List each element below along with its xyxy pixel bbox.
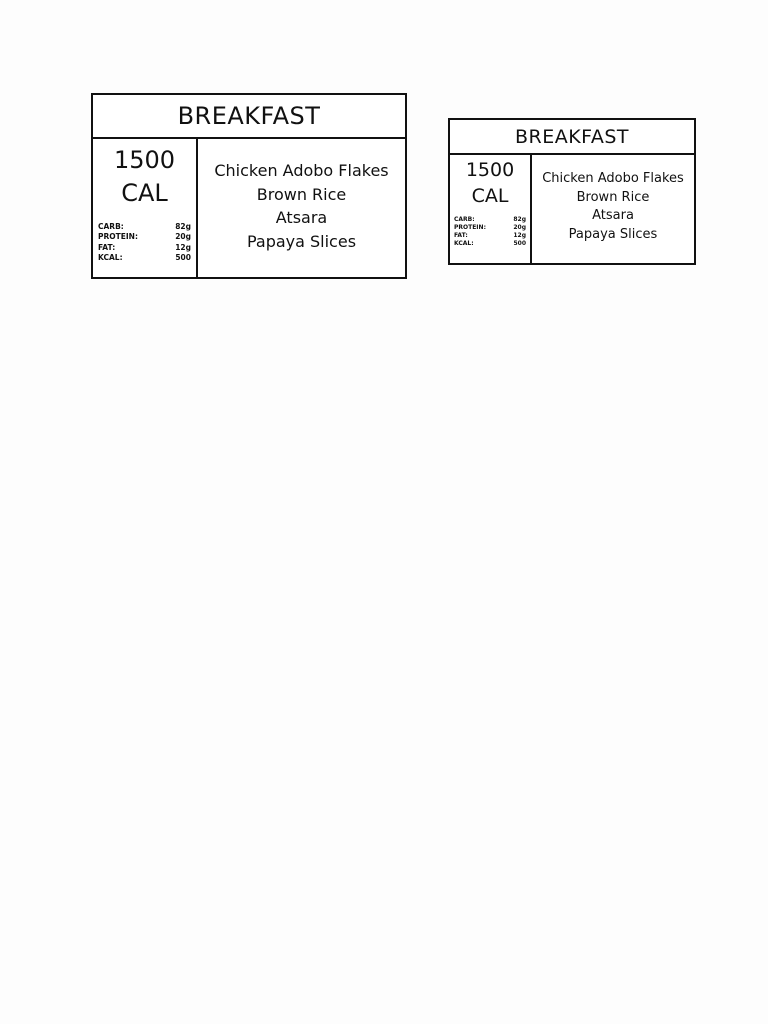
macro-label: PROTEIN: (98, 232, 138, 242)
macros-list (454, 216, 526, 249)
meal-title: BREAKFAST (93, 95, 405, 139)
nutrition-panel (450, 155, 532, 263)
macro-row-kcal (454, 240, 526, 248)
label-body (450, 155, 694, 263)
menu-item: Papaya Slices (246, 231, 357, 251)
macro-value: 500 (513, 240, 526, 248)
menu-item: Chicken Adobo Flakes (214, 161, 389, 180)
macro-value: 12g (513, 232, 526, 240)
macro-value: 82g (513, 215, 526, 223)
menu-panel (198, 139, 405, 277)
macro-label: KCAL: (454, 240, 474, 248)
macro-row-fat (454, 232, 526, 240)
calories-value: 1500 (113, 146, 176, 174)
calories-value: 1500 (465, 159, 515, 181)
nutrition-panel (93, 139, 198, 277)
macro-value: 20g (175, 232, 191, 242)
meal-label-large (91, 93, 407, 279)
macro-label: CARB: (98, 221, 124, 231)
menu-item: Atsara (592, 208, 634, 224)
macro-row-carb (454, 216, 526, 224)
menu-panel (532, 155, 694, 263)
menu-item: Brown Rice (576, 189, 650, 205)
macro-row-kcal (98, 253, 191, 264)
macro-row-fat (98, 243, 191, 254)
menu-item: Papaya Slices (568, 227, 658, 243)
macro-label: FAT: (98, 242, 116, 252)
macro-label: FAT: (454, 232, 468, 240)
macro-label: KCAL: (98, 253, 123, 263)
macros-list (98, 222, 191, 264)
macro-value: 82g (175, 221, 191, 231)
calories-unit: CAL (471, 184, 509, 207)
menu-item: Brown Rice (256, 184, 347, 204)
label-body (93, 139, 405, 277)
macro-row-protein (98, 232, 191, 243)
macro-row-protein (454, 224, 526, 232)
macro-value: 500 (175, 253, 191, 263)
menu-item: Atsara (275, 208, 328, 227)
meal-title: BREAKFAST (450, 120, 694, 155)
macro-row-carb (98, 222, 191, 233)
macro-label: PROTEIN: (454, 223, 486, 231)
menu-item: Chicken Adobo Flakes (542, 171, 684, 186)
macro-value: 12g (175, 242, 191, 252)
macro-label: CARB: (454, 215, 475, 223)
macro-value: 20g (513, 223, 526, 231)
calories-unit: CAL (121, 178, 168, 207)
meal-label-small (448, 118, 696, 265)
